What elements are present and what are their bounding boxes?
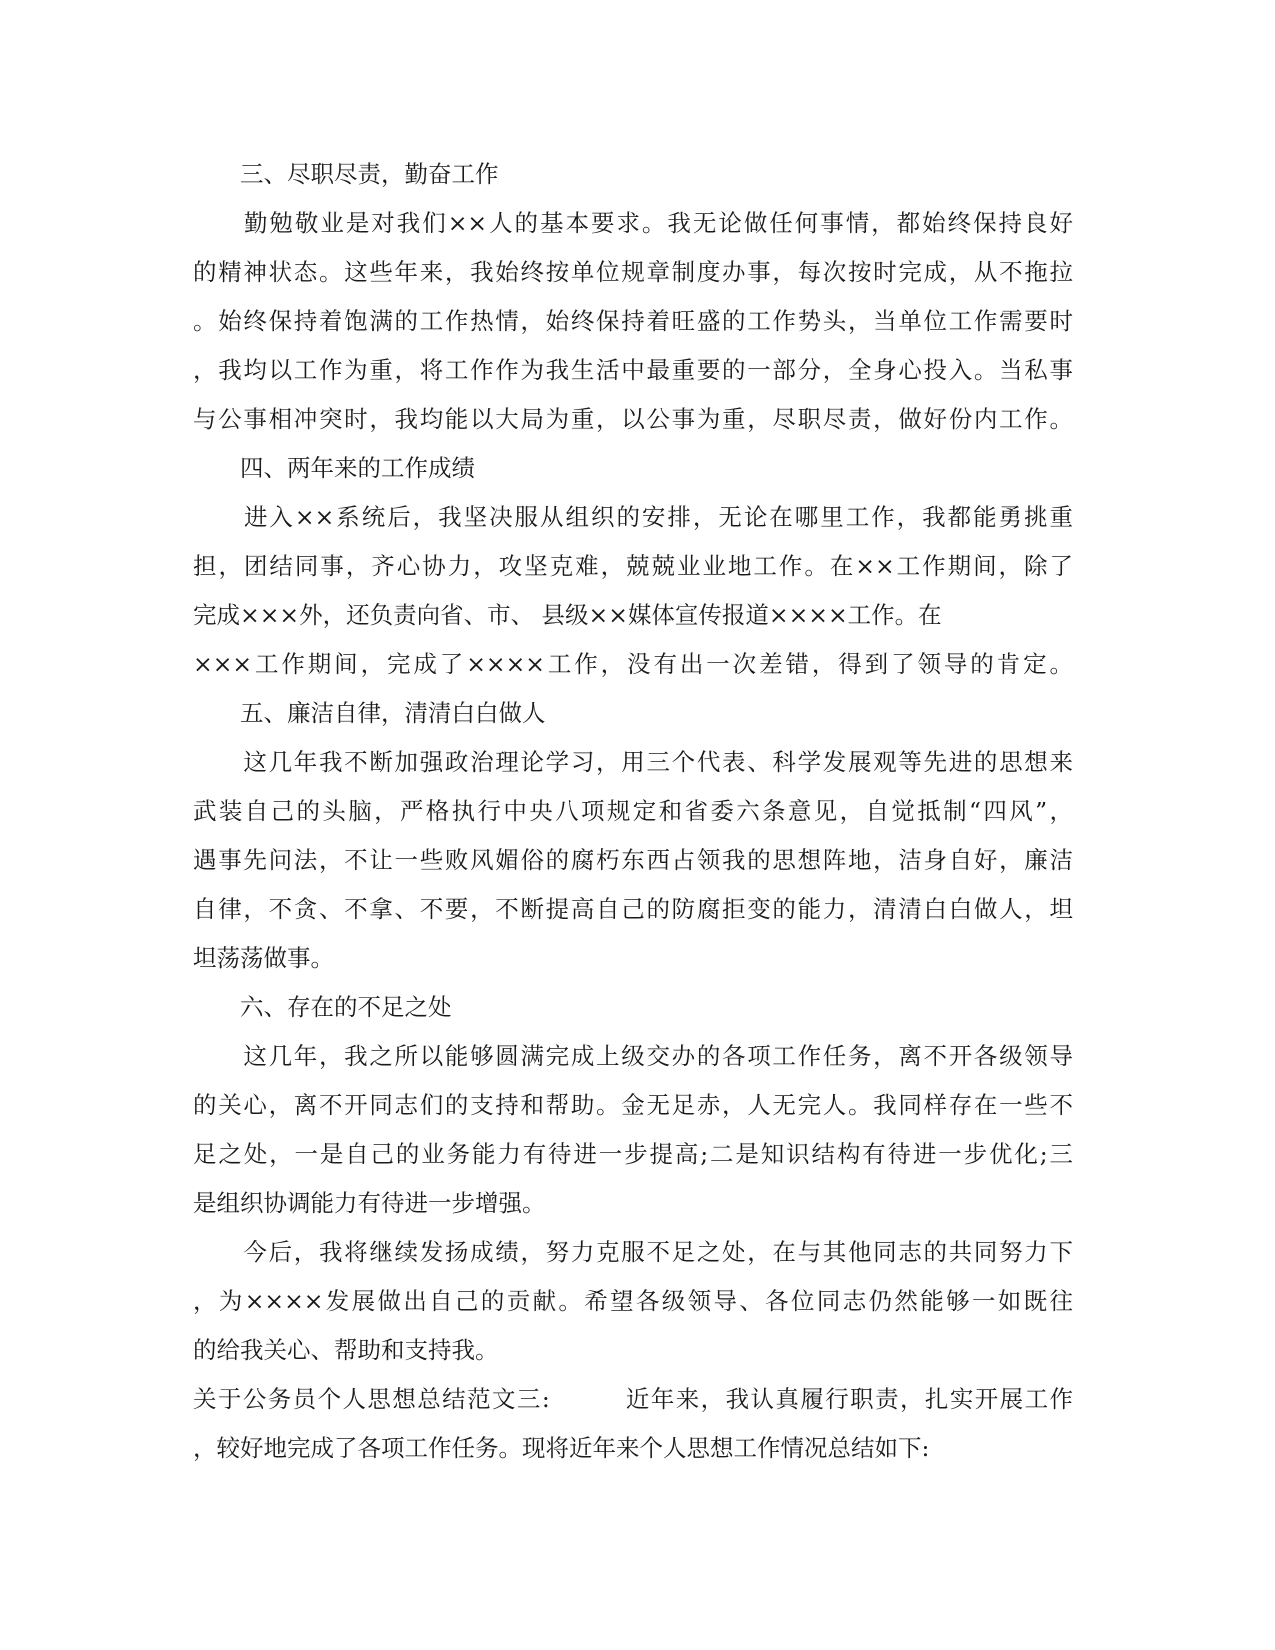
text-line: 坦荡荡做事。 (193, 944, 334, 972)
text-line: 这几年，我之所以能够圆满完成上级交办的各项工作任务，离不开各级领导 (193, 1042, 1073, 1070)
text-line: 勤勉敬业是对我们××人的基本要求。我无论做任何事情，都始终保持良好 (193, 209, 1073, 237)
text-line: 进入××系统后，我坚决服从组织的安排，无论在哪里工作，我都能勇挑重 (193, 503, 1073, 531)
text-line: 足之处，一是自己的业务能力有待进一步提高;二是知识结构有待进一步优化;三 (193, 1140, 1073, 1168)
text-line: 五、廉洁自律，清清白白做人 (193, 699, 546, 727)
text-line: 四、两年来的工作成绩 (193, 454, 475, 482)
text-line: ，我均以工作为重，将工作作为我生活中最重要的一部分，全身心投入。当私事 (193, 356, 1073, 384)
text-line: ×××工作期间，完成了××××工作，没有出一次差错，得到了领导的肯定。 (193, 650, 1073, 678)
text-line: 完成×××外，还负责向省、市、 县级××媒体宣传报道××××工作。在 (193, 601, 942, 629)
text-line: 自律，不贪、不拿、不要，不断提高自己的防腐拒变的能力，清清白白做人，坦 (193, 895, 1073, 923)
text-line: 与公事相冲突时，我均能以大局为重，以公事为重，尽职尽责，做好份内工作。 (193, 405, 1073, 433)
text-line: 武装自己的头脑，严格执行中央八项规定和省委六条意见，自觉抵制“四风”， (193, 797, 1073, 825)
text-line: 今后，我将继续发扬成绩，努力克服不足之处，在与其他同志的共同努力下 (193, 1238, 1073, 1266)
text-line: ，较好地完成了各项工作任务。现将近年来个人思想工作情况总结如下: (193, 1434, 930, 1462)
text-line: 的关心，离不开同志们的支持和帮助。金无足赤，人无完人。我同样存在一些不 (193, 1091, 1073, 1119)
text-line: 关于公务员个人思想总结范文三: 近年来，我认真履行职责，扎实开展工作 (193, 1385, 1073, 1413)
text-line: 。始终保持着饱满的工作热情，始终保持着旺盛的工作势头，当单位工作需要时 (193, 307, 1073, 335)
document-body (193, 150, 1073, 1473)
text-line: 三、尽职尽责，勤奋工作 (193, 160, 499, 188)
text-line: ，为××××发展做出自己的贡献。希望各级领导、各位同志仍然能够一如既往 (193, 1287, 1073, 1315)
text-line: 的精神状态。这些年来，我始终按单位规章制度办事，每次按时完成，从不拖拉 (193, 258, 1073, 286)
text-line: 六、存在的不足之处 (193, 993, 452, 1021)
text-line: 是组织协调能力有待进一步增强。 (193, 1189, 546, 1217)
text-line: 遇事先问法，不让一些败风媚俗的腐朽东西占领我的思想阵地，洁身自好，廉洁 (193, 846, 1073, 874)
text-line: 这几年我不断加强政治理论学习，用三个代表、科学发展观等先进的思想来 (193, 748, 1073, 776)
text-line: 担，团结同事，齐心协力，攻坚克难，兢兢业业地工作。在××工作期间，除了 (193, 552, 1073, 580)
text-line: 的给我关心、帮助和支持我。 (193, 1336, 499, 1364)
